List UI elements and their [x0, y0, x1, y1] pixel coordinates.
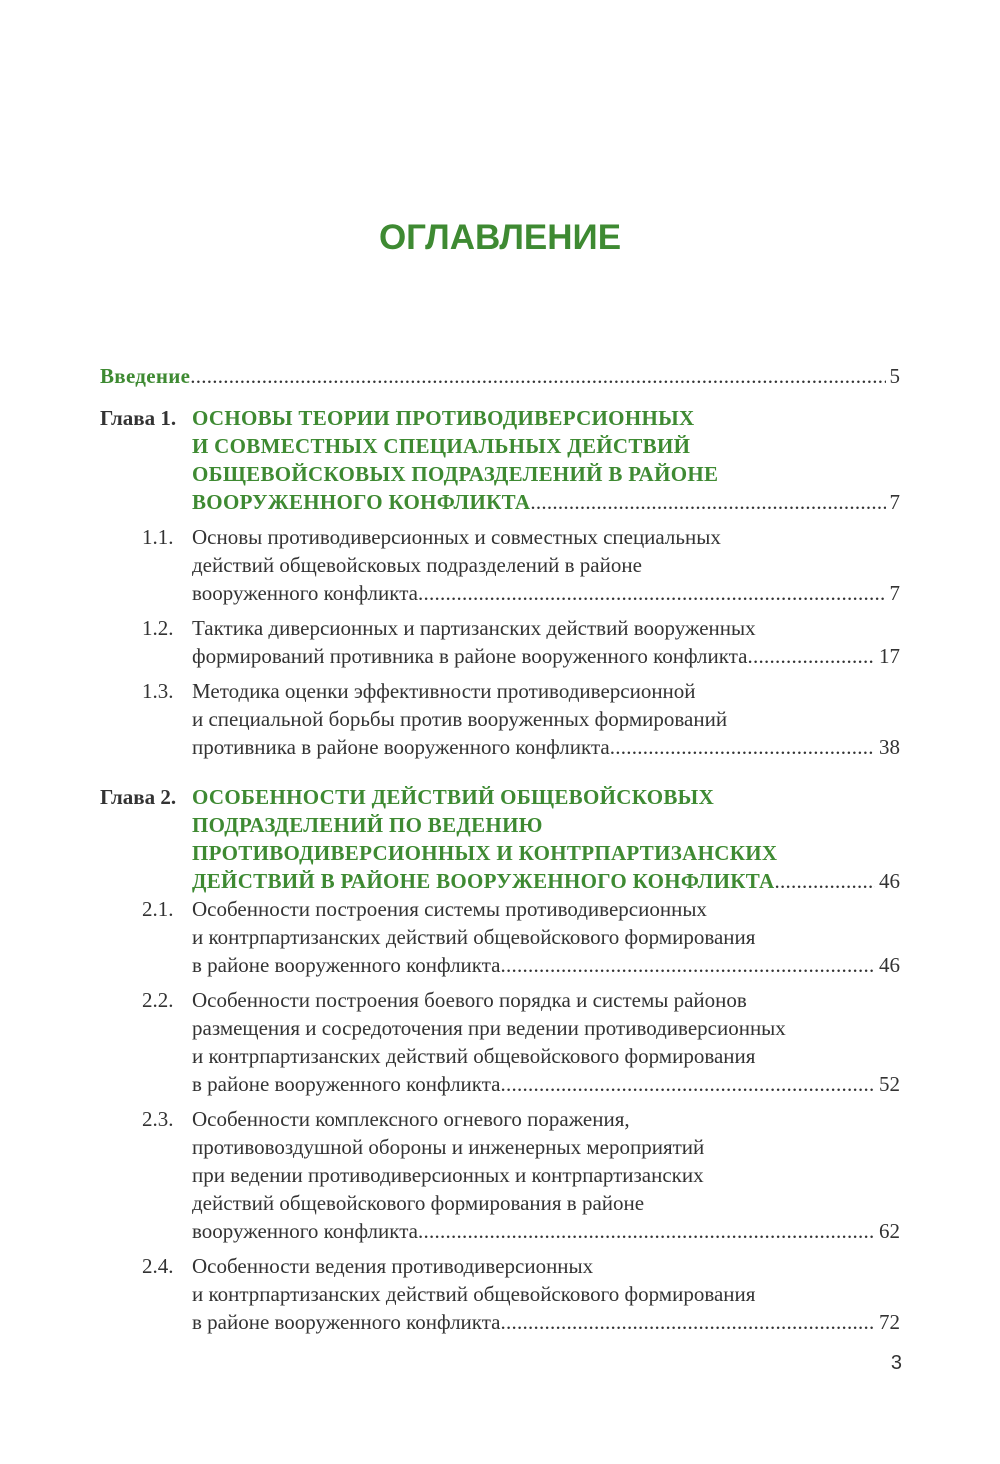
chapter-number: Глава 2. [100, 785, 177, 809]
section-title-line: и контрпартизанских действий общевойскового формирования [192, 1044, 756, 1068]
section-number: 1.1. [142, 525, 174, 549]
section-title-line: Особенности построения боевого порядка и системы районов [192, 988, 747, 1012]
toc-entry-chapter-2[interactable] [100, 783, 900, 895]
toc-entry-chapter-1[interactable] [100, 404, 900, 516]
chapter-title-line: ОСОБЕННОСТИ ДЕЙСТВИЙ ОБЩЕВОЙСКОВЫХ [192, 785, 715, 809]
chapter-number: Глава 1. [100, 406, 177, 430]
section-title-line: Основы противодиверсионных и совместных специальных [192, 525, 721, 549]
dot-leader [418, 1217, 875, 1245]
section-page: 38 [879, 735, 900, 759]
section-number: 2.1. [142, 897, 174, 921]
dot-leader [418, 579, 886, 607]
section-title-line: в районе вооруженного конфликта [192, 1310, 501, 1334]
section-title-line: вооруженного конфликта [192, 1219, 418, 1243]
chapter-title-line: ПОДРАЗДЕЛЕНИЙ ПО ВЕДЕНИЮ [192, 813, 543, 837]
section-page: 46 [879, 953, 900, 977]
chapter-title-line: И СОВМЕСТНЫХ СПЕЦИАЛЬНЫХ ДЕЙСТВИЙ [192, 434, 691, 458]
section-number: 2.4. [142, 1254, 174, 1278]
dot-leader [530, 488, 885, 516]
section-page: 72 [879, 1310, 900, 1334]
toc-entry-section-1-2[interactable] [100, 614, 900, 670]
toc-entry-section-2-4[interactable] [100, 1252, 900, 1336]
dot-leader [500, 1070, 875, 1098]
dot-leader [500, 951, 875, 979]
section-title-line: Особенности построения системы противодиверсионных [192, 897, 707, 921]
section-title-line: вооруженного конфликта [192, 581, 418, 605]
toc-entry-section-2-1[interactable] [100, 895, 900, 979]
toc-entry-section-1-3[interactable] [100, 677, 900, 761]
section-title-line: Особенности ведения противодиверсионных [192, 1254, 594, 1278]
dot-leader [747, 642, 875, 670]
section-title-line: противника в районе вооруженного конфликта [192, 735, 610, 759]
chapter-title-line: ОБЩЕВОЙСКОВЫХ ПОДРАЗДЕЛЕНИЙ В РАЙОНЕ [192, 462, 719, 486]
toc-entry-section-1-1[interactable] [100, 523, 900, 607]
section-title-line: в районе вооруженного конфликта [192, 1072, 501, 1096]
toc-entry-section-2-2[interactable] [100, 986, 900, 1098]
section-page: 7 [889, 581, 900, 605]
section-number: 2.2. [142, 988, 174, 1012]
section-title-line: размещения и сосредоточения при ведении противодиверсионных [192, 1016, 786, 1040]
section-title-line: действий общевойскового формирования в районе [192, 1191, 645, 1215]
section-number: 2.3. [142, 1107, 174, 1131]
chapter-title-line: ДЕЙСТВИЙ В РАЙОНЕ ВООРУЖЕННОГО КОНФЛИКТА [192, 869, 775, 893]
section-title-line: Методика оценки эффективности противодиверсионной [192, 679, 696, 703]
toc-entry-introduction[interactable] [100, 362, 900, 390]
section-title-line: действий общевойсковых подразделений в районе [192, 553, 642, 577]
section-title-line: и специальной борьбы против вооруженных формирований [192, 707, 728, 731]
section-number: 1.3. [142, 679, 174, 703]
table-of-contents [100, 362, 900, 1336]
page-number: 3 [890, 1352, 902, 1374]
chapter-page: 7 [889, 490, 900, 514]
dot-leader [500, 1308, 875, 1336]
section-title-line: формирований противника в районе вооруженного конфликта [192, 644, 748, 668]
section-title-line: Особенности комплексного огневого поражения, [192, 1107, 630, 1131]
section-title-line: Тактика диверсионных и партизанских действий вооруженных [192, 616, 756, 640]
section-title-line: и контрпартизанских действий общевойскового формирования [192, 1282, 756, 1306]
section-page: 62 [879, 1219, 900, 1243]
toc-intro-label: Введение [100, 364, 191, 388]
chapter-title-line: ПРОТИВОДИВЕРСИОННЫХ И КОНТРПАРТИЗАНСКИХ [192, 841, 778, 865]
toc-entry-section-2-3[interactable] [100, 1105, 900, 1245]
section-title-line: противовоздушной обороны и инженерных мероприятий [192, 1135, 705, 1159]
chapter-title-line: ВООРУЖЕННОГО КОНФЛИКТА [192, 490, 531, 514]
dot-leader [774, 867, 875, 895]
section-title-line: в районе вооруженного конфликта [192, 953, 501, 977]
section-page: 17 [879, 644, 900, 668]
dot-leader [190, 362, 885, 390]
dot-leader [610, 733, 875, 761]
section-title-line: и контрпартизанских действий общевойскового формирования [192, 925, 756, 949]
toc-intro-page: 5 [889, 364, 900, 388]
section-title-line: при ведении противодиверсионных и контрпартизанских [192, 1163, 704, 1187]
section-page: 52 [879, 1072, 900, 1096]
chapter-page: 46 [879, 869, 900, 893]
chapter-title-line: ОСНОВЫ ТЕОРИИ ПРОТИВОДИВЕРСИОННЫХ [192, 406, 695, 430]
page-title: ОГЛАВЛЕНИЕ [378, 218, 622, 257]
section-number: 1.2. [142, 616, 174, 640]
